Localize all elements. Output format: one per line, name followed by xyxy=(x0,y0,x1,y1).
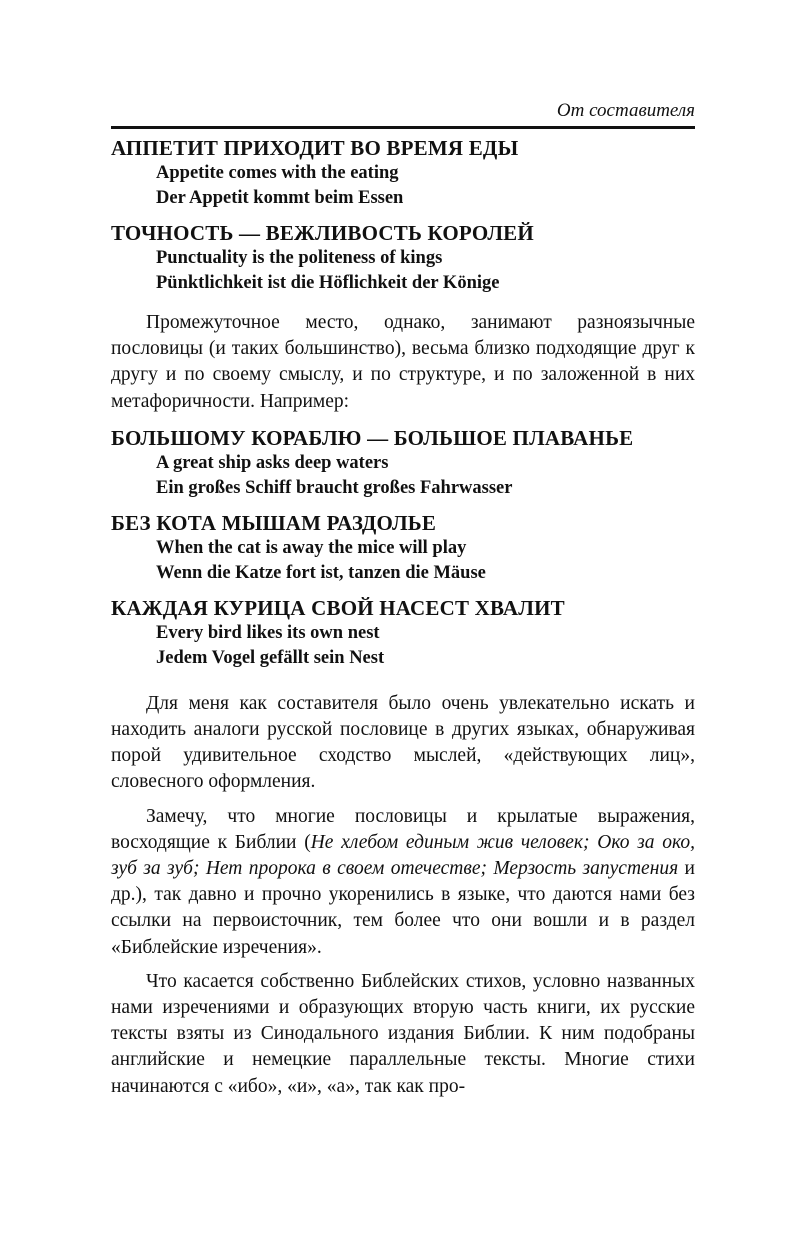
proverb-english: Every bird likes its own nest xyxy=(156,622,380,643)
proverb-group-1 xyxy=(111,135,695,296)
proverb-entry xyxy=(111,135,695,211)
paragraph-bible-verses: Что касается собственно Библейских стихов, условно названных нами изречениями и образующих вторую часть книги, их русские тексты взяты из Синодального издания Библии. К ним подобраны английские и немецкие параллельные тексты. Многие стихи начинаются с «ибо», «и», «а», так как про- xyxy=(111,970,695,1097)
proverb-entry xyxy=(111,510,695,586)
paragraph-compiler: Для меня как составителя было очень увлекательно искать и находить аналоги русской пословице в других языках, обнаруживая порой удивительное сходство мыслей, «действующих лиц», словесного оформления. xyxy=(111,692,695,793)
proverb-english: Punctuality is the politeness of kings xyxy=(156,248,443,268)
proverb-german: Der Appetit kommt beim Essen xyxy=(156,188,404,208)
running-head: От составителя xyxy=(556,100,695,121)
proverb-russian: БОЛЬШОМУ КОРАБЛЮ — БОЛЬШОЕ ПЛАВАНЬЕ xyxy=(111,425,634,450)
proverb-german: Pünktlichkeit ist die Höflichkeit der Könige xyxy=(156,273,500,293)
paragraph-text-start: Замечу, что многие пословицы и крылатые выражения, восходящие к Библии ( xyxy=(111,805,695,853)
paragraph-bible-proverbs xyxy=(111,804,695,961)
proverb-german: Ein großes Schiff braucht großes Fahrwasser xyxy=(156,477,513,498)
proverb-entry xyxy=(111,425,695,501)
paragraph-text-end: и др.), так давно и прочно укоренились в языке, что даются нами без ссылки на первоисточник, тем более что они вошли и в раздел «Библейские изречения». xyxy=(111,858,695,958)
proverb-english: A great ship asks deep waters xyxy=(156,452,389,473)
book-page xyxy=(111,100,695,1100)
proverb-russian: КАЖДАЯ КУРИЦА СВОЙ НАСЕСТ ХВАЛИТ xyxy=(111,595,565,620)
proverb-entry xyxy=(111,595,695,671)
proverb-german: Wenn die Katze fort ist, tanzen die Mäuse xyxy=(156,562,486,583)
proverb-english: When the cat is away the mice will play xyxy=(156,537,467,558)
proverb-russian: БЕЗ КОТА МЫШАМ РАЗДОЛЬЕ xyxy=(111,510,437,535)
proverb-german: Jedem Vogel gefällt sein Nest xyxy=(156,647,385,668)
header-rule xyxy=(111,126,695,129)
paragraph-intermediate: Промежуточное место, однако, занимают разноязычные пословицы (и таких большинство), весьма близко подходящие друг к другу и по своему смыслу, и по структуре, и по заложенной в них метафоричности. Например: xyxy=(111,312,695,412)
bible-proverbs-italic: Не хлебом единым жив человек; Око за око, зуб за зуб; Нет пророка в своем отечестве; Мерзость запустения xyxy=(111,831,695,880)
proverb-russian: ТОЧНОСТЬ — ВЕЖЛИВОСТЬ КОРОЛЕЙ xyxy=(111,221,534,245)
proverb-group-2 xyxy=(111,425,695,671)
proverb-russian: АППЕТИТ ПРИХОДИТ ВО ВРЕМЯ ЕДЫ xyxy=(111,136,519,160)
proverb-english: Appetite comes with the eating xyxy=(156,163,399,183)
proverb-entry xyxy=(111,220,695,296)
